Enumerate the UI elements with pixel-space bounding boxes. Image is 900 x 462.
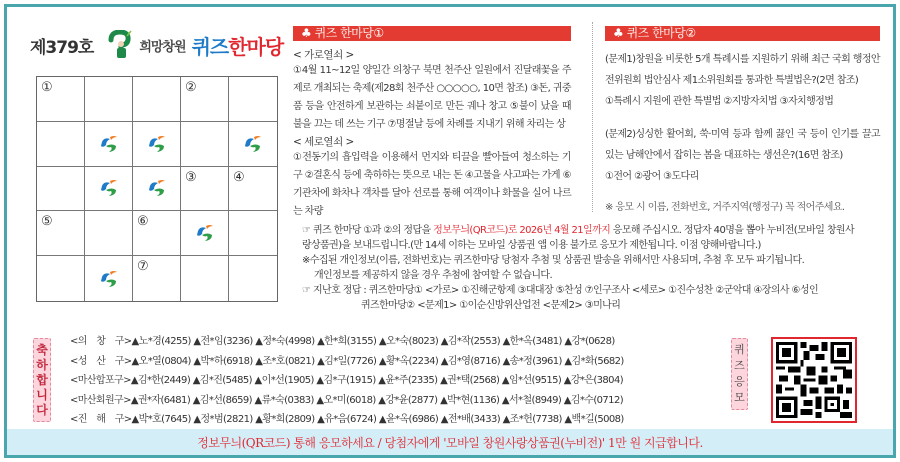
crossword-cell bbox=[229, 256, 277, 301]
quiz-2-title: ♣ 퀴즈 한마당② bbox=[605, 26, 880, 41]
notice-line-2: 랑상품권)을 보내드립니다.(만 14세 이하는 모바일 상품권 앱 이용 불가로 응모가 제한됩니다. 이점 양해바랍니다.) bbox=[302, 240, 761, 251]
mascot-icon bbox=[107, 30, 133, 60]
crossword-cell bbox=[133, 122, 181, 167]
crossword-cell bbox=[181, 256, 229, 301]
changwon-logo-icon bbox=[146, 178, 168, 198]
qr-code[interactable] bbox=[771, 337, 857, 423]
clue-number: ⑤ bbox=[41, 214, 53, 230]
brand-title-quiz: 퀴즈 bbox=[191, 34, 229, 59]
down-clues-label: < 세로열쇠 > bbox=[293, 136, 354, 148]
crossword-cell bbox=[37, 256, 85, 301]
crossword-cell bbox=[37, 122, 85, 167]
congrats-tag: 축 하 합 니 다 bbox=[33, 338, 51, 422]
qr-code-icon bbox=[776, 342, 852, 418]
clue-number: ② bbox=[185, 80, 197, 95]
winner-row: <진 해 구>▲박*호(7645) ▲정*범(2821) ▲황*희(2809) ▲유*음(6724) ▲윤*옥(6986) ▲전*배(3433) ▲조*헌(7738) ▲백*길(5008) bbox=[70, 414, 624, 425]
crossword-cell bbox=[229, 77, 277, 122]
quiz-1-title: ♣ 퀴즈 한마당① bbox=[293, 26, 571, 41]
entry-notice bbox=[302, 223, 882, 313]
crossword-cell bbox=[37, 77, 85, 122]
winner-row: <성 산 구>▲오*열(0804) ▲박*하(6918) ▲조*호(0821) ▲김*일(7726) ▲황*옥(2234) ▲김*영(8716) ▲송*정(3961) ▲김*화(5682) bbox=[70, 355, 624, 367]
clue-number: ③ bbox=[185, 169, 197, 185]
question-2-options: ①전어 ②광어 ③도다리 bbox=[605, 171, 699, 182]
deadline-highlight: 정보무늬(QR코드)로 2026년 4월 21일까지 bbox=[433, 225, 611, 236]
down-clues: ①전동기의 흡입력을 이용해서 먼지와 티끌을 빨아들여 청소하는 기구 ②결혼식 등에 축하하는 뜻으로 내는 돈 ④고물을 사고파는 가게 ⑥기관차에 화차나 객차를 달아 선로를 통해 여객이나 화물을 실어 나르는 차량 bbox=[293, 152, 571, 217]
question-1: (문제1)창원을 비롯한 5개 특례시를 지원하기 위해 최근 국회 행정안전위원회 법안심사 제1소위원회를 통과한 특별법은?(2면 참조) bbox=[605, 54, 880, 86]
brand-title-hanmadang: 한마당 bbox=[228, 34, 284, 59]
crossword-cell bbox=[181, 211, 229, 256]
winner-row: <의 창 구>▲노*경(4255) ▲전*임(3236) ▲정*숙(4998) ▲한*희(3155) ▲오*숙(8023) ▲김*작(2553) ▲한*옥(3481) ▲강*(0628) bbox=[70, 336, 615, 347]
clue-number: ⑥ bbox=[137, 214, 149, 230]
changwon-logo-icon bbox=[242, 134, 264, 154]
changwon-logo-icon bbox=[146, 134, 168, 154]
quiz-apply-tag: 퀴 즈 응 모 bbox=[731, 338, 748, 410]
previous-answers: ☞ 지난호 정답 : 퀴즈한마당① <가로> ①진해군항제 ③대대장 ⑤찬성 ⑦인구조사 <세로> ①진수성찬 ②군악대 ④장의사 ⑥성인 bbox=[302, 285, 819, 296]
privacy-notice: ※수집된 개인정보(이름, 전화번호)는 퀴즈한마당 당첨자 추첨 및 상품권 발송을 위해서만 사용되며, 추첨 후 모두 파기됩니다. bbox=[302, 255, 805, 266]
clue-number: ⑦ bbox=[137, 259, 149, 275]
crossword-cell bbox=[181, 77, 229, 122]
footer-text: 정보무늬(QR코드) 통해 응모하세요 / 당첨자에게 '모바일 창원사랑상품권(누비전)' 1만 원 지급합니다. bbox=[197, 435, 703, 450]
changwon-logo-icon bbox=[98, 134, 120, 154]
winner-row: <마산합포구>▲김*한(2449) ▲김*진(5485) ▲이*선(1905) ▲김*구(1915) ▲윤*주(2335) ▲권*택(2568) ▲임*선(9515) ▲강*은(3804) bbox=[70, 375, 624, 386]
across-clues-label: < 가로열쇠 > bbox=[293, 49, 354, 61]
winner-row: <마산회원구>▲권*자(6481) ▲김*선(8659) ▲류*숙(0383) ▲오*미(6018) ▲강*윤(2877) ▲박*현(1136) ▲서*철(8949) ▲김*수(0712) bbox=[70, 394, 624, 406]
question-2: (문제2)싱싱한 활어회, 쑥·미역 등과 함께 끓인 국 등이 인기를 끌고 있는 남해안에서 잡히는 봄을 대표하는 생선은?(16면 참조) bbox=[605, 129, 880, 161]
crossword-cell bbox=[37, 211, 85, 256]
crossword-cell bbox=[85, 167, 133, 212]
crossword-cell bbox=[133, 211, 181, 256]
quiz-section-1 bbox=[293, 26, 571, 221]
quiz-section-2 bbox=[605, 26, 880, 218]
section-divider bbox=[592, 22, 593, 212]
notice-line-1: ☞ 퀴즈 한마당 ①과 ②의 정답을 정보무늬(QR코드)로 2026년 4월 21일까지 응모해 주십시오. 정답자 40명을 뽑아 누비전(모바일 창원사 bbox=[302, 225, 855, 236]
crossword-cell bbox=[85, 122, 133, 167]
clue-number: ① bbox=[41, 80, 53, 95]
crossword-cell bbox=[133, 77, 181, 122]
crossword-cell bbox=[85, 256, 133, 301]
crossword-cell bbox=[133, 256, 181, 301]
crossword-cell bbox=[181, 167, 229, 212]
brand-subtitle: 희망창원 bbox=[139, 39, 186, 55]
winners-list bbox=[70, 332, 624, 430]
issue-number: 제379호 bbox=[30, 37, 94, 58]
crossword-cell bbox=[133, 167, 181, 212]
crossword-cell bbox=[229, 167, 277, 212]
question-1-options: ①특례시 지원에 관한 특별법 ②지방자치법 ③자치행정법 bbox=[605, 96, 834, 107]
crossword-cell bbox=[85, 211, 133, 256]
previous-answers-2: 퀴즈한마당② <문제1> ①이순신방위산업전 <문제2> ③미나리 bbox=[361, 300, 621, 311]
changwon-logo-icon bbox=[194, 223, 216, 243]
crossword-cell bbox=[37, 167, 85, 212]
quiz-header bbox=[30, 28, 283, 62]
crossword-cell bbox=[229, 211, 277, 256]
crossword-cell bbox=[181, 122, 229, 167]
crossword-cell bbox=[85, 77, 133, 122]
clue-number: ④ bbox=[233, 169, 245, 185]
changwon-logo-icon bbox=[98, 269, 120, 289]
across-clues: ①4월 11~12일 양일간 의창구 북면 천주산 일원에서 진달래꽃을 주제로 개최되는 축제(제28회 천주산 ○○○○○, 10면 참조) ③돈, 귀중품 등을 안전하게 보관하는 쇠붙이로 만든 궤나 창고 ⑤불이 났을 때 불을 끄는 데 쓰는 기구 ⑦명절날 등에 차례를 지내기 위해 차리는 상 bbox=[293, 65, 571, 130]
entry-note: ※ 응모 시 이름, 전화번호, 거주지역(행정구) 꼭 적어주세요. bbox=[605, 202, 845, 213]
changwon-logo-icon bbox=[98, 178, 120, 198]
crossword-cell bbox=[229, 122, 277, 167]
footer-banner bbox=[7, 429, 893, 455]
crossword-grid bbox=[36, 76, 278, 302]
privacy-notice-2: 개인정보를 제공하지 않을 경우 추첨에 참여할 수 없습니다. bbox=[314, 270, 553, 281]
